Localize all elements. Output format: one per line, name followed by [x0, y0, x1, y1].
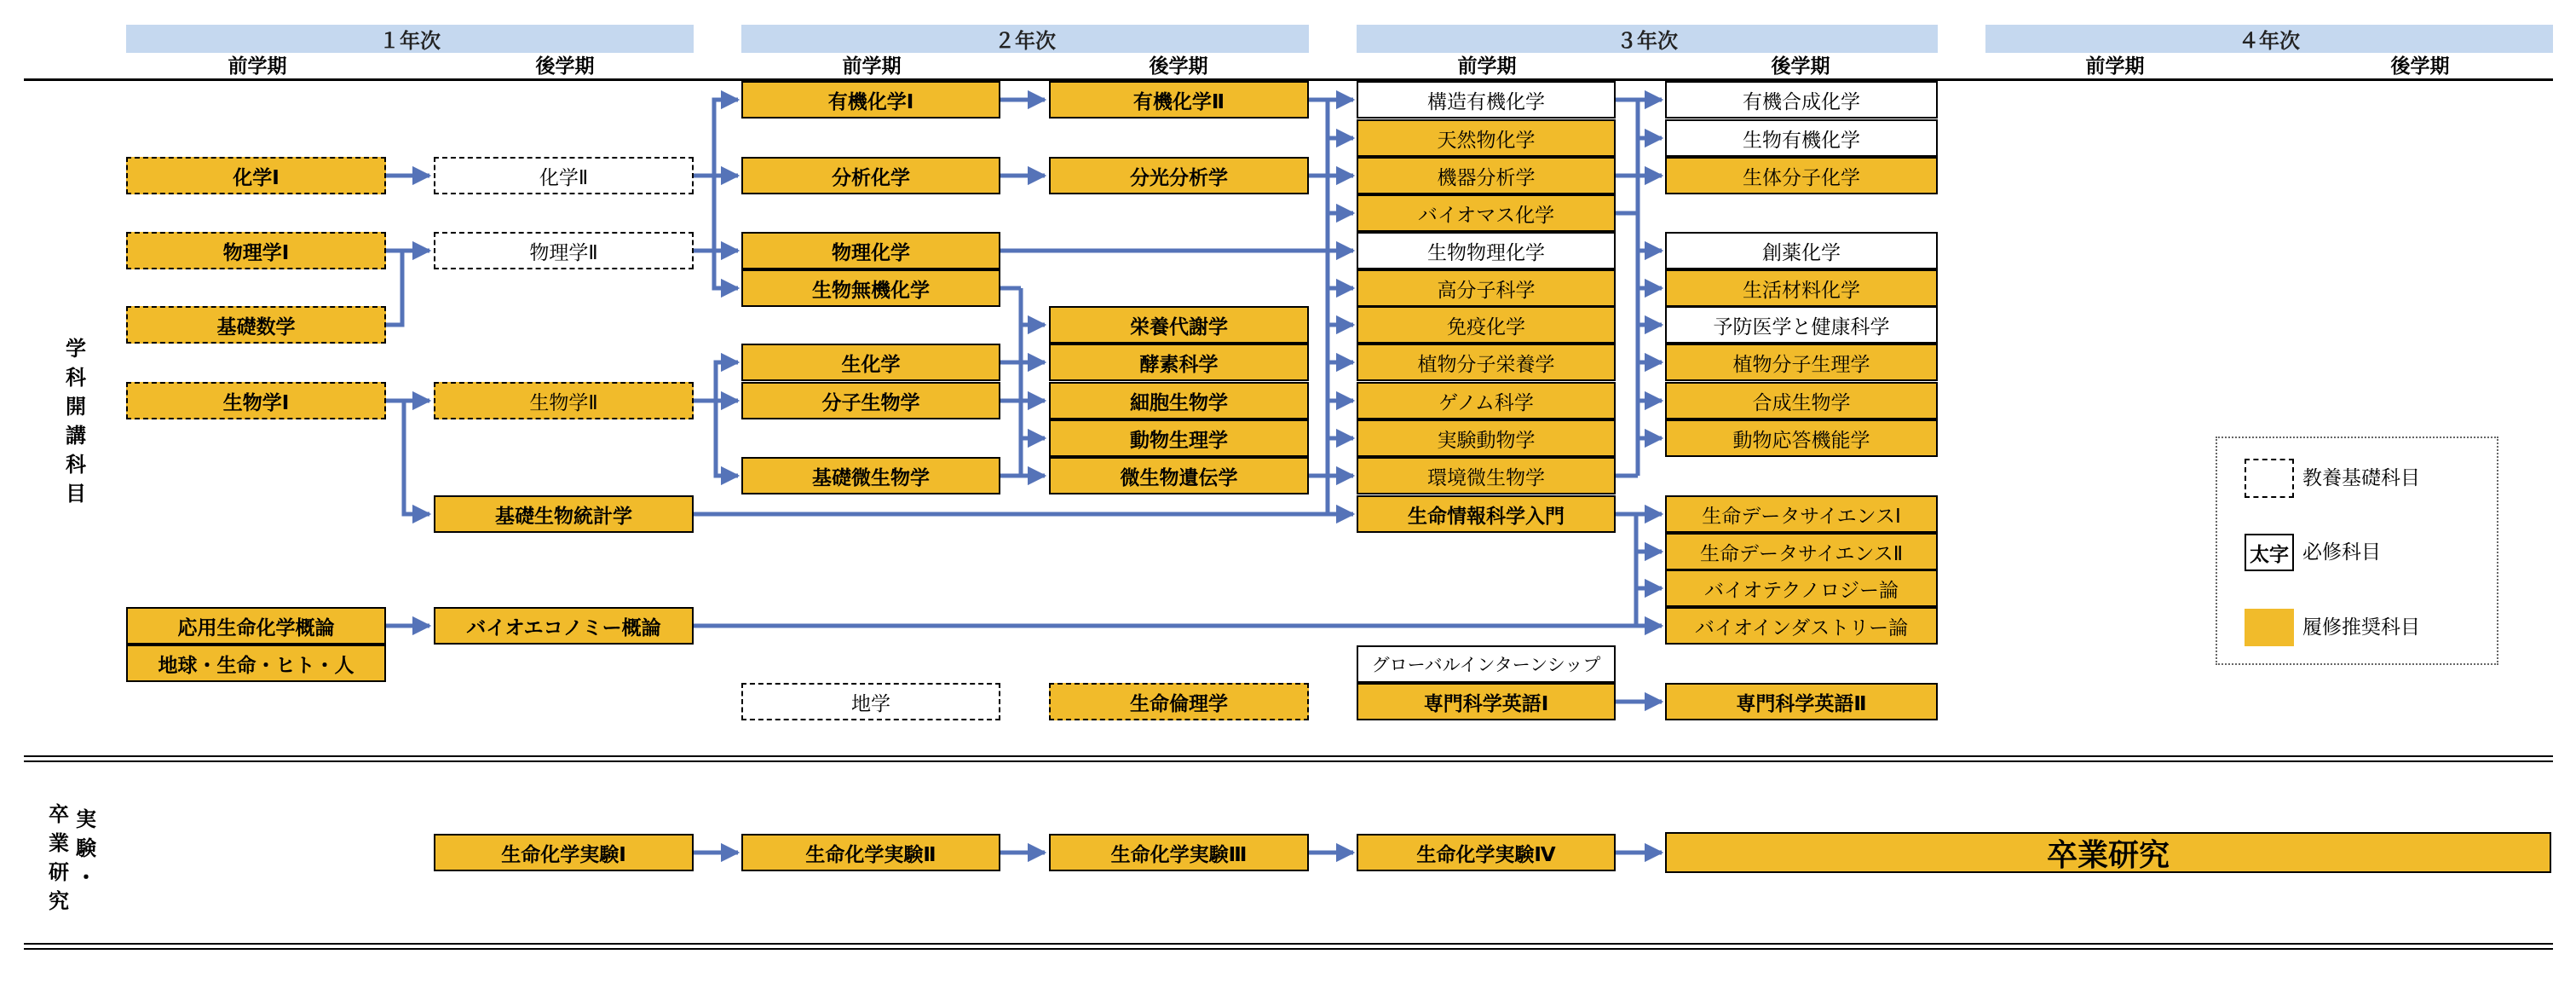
term-y4-first: 前学期: [2085, 55, 2145, 78]
legend-swatch-hisshu: 太字: [2245, 534, 2294, 571]
course-eiyou[interactable]: 栄養代謝学: [1049, 306, 1309, 344]
course-global[interactable]: グローバルインターンシップ: [1357, 645, 1616, 683]
term-y1-second: 後学期: [535, 55, 595, 78]
course-exp4[interactable]: 生命化学実験Ⅳ: [1357, 834, 1616, 871]
term-y3-second: 後学期: [1771, 55, 1830, 78]
course-bioeco[interactable]: バイオエコノミー概論: [434, 607, 694, 645]
course-eigo2[interactable]: 専門科学英語Ⅱ: [1665, 683, 1938, 720]
course-shokubutsuseiri[interactable]: 植物分子生理学: [1665, 344, 1938, 381]
course-biseibutsuiden[interactable]: 微生物遺伝学: [1049, 457, 1309, 494]
course-seikagaku[interactable]: 生化学: [741, 344, 1000, 381]
year-1-label: １年次: [379, 29, 441, 53]
section-label-courses-text: 学 科 開 講 科 目: [66, 337, 86, 506]
course-saibou[interactable]: 細胞生物学: [1049, 382, 1309, 419]
course-doubutsu[interactable]: 動物生理学: [1049, 419, 1309, 457]
course-bioindustry[interactable]: バイオインダストリー論: [1665, 607, 1938, 645]
term-y2-first: 前学期: [842, 55, 902, 78]
course-seibutsuyuki[interactable]: 生物有機化学: [1665, 119, 1938, 157]
course-kisosugaku[interactable]: 基礎数学: [126, 306, 386, 344]
term-y1-first: 前学期: [228, 55, 287, 78]
course-bunseki[interactable]: 分析化学: [741, 157, 1000, 194]
course-kisobiseibutsu[interactable]: 基礎微生物学: [741, 457, 1000, 494]
course-exp2[interactable]: 生命化学実験Ⅱ: [741, 834, 1000, 871]
course-seikatsu[interactable]: 生活材料化学: [1665, 269, 1938, 307]
arrow-seibutsu2-seikagaku: [694, 362, 738, 401]
course-jouhou[interactable]: 生命情報科学入門: [1357, 495, 1616, 533]
course-yuki1[interactable]: 有機化学Ⅰ: [741, 81, 1000, 119]
legend-label-hisshu: 必修科目: [2302, 541, 2381, 564]
arrow-seibutsu1-toukei: [404, 401, 429, 514]
course-jikkendoubutsu[interactable]: 実験動物学: [1357, 419, 1616, 457]
course-souyaku[interactable]: 創薬化学: [1665, 232, 1938, 269]
course-kouzou[interactable]: 構造有機化学: [1357, 81, 1616, 119]
course-seibutsubutsuri[interactable]: 生物物理化学: [1357, 232, 1616, 269]
course-kiki[interactable]: 機器分析学: [1357, 157, 1616, 194]
legend-swatch-suishou: [2245, 609, 2294, 646]
course-yukigousei[interactable]: 有機合成化学: [1665, 81, 1938, 119]
course-kagaku2[interactable]: 化学Ⅱ: [434, 157, 694, 194]
arrow-hub-mukikagaku: [714, 176, 738, 288]
legend-label-suishou: 履修推奨科目: [2302, 616, 2420, 639]
course-rinri[interactable]: 生命倫理学: [1049, 683, 1309, 720]
section-label-experiments-text: 実 験 ・: [76, 807, 96, 889]
course-chikyu[interactable]: 地球・生命・ヒト・人: [126, 645, 386, 682]
course-gousei[interactable]: 合成生物学: [1665, 382, 1938, 419]
course-koubunshi[interactable]: 高分子科学: [1357, 269, 1616, 307]
course-shokubutsueiyou[interactable]: 植物分子栄養学: [1357, 344, 1616, 381]
course-exp1[interactable]: 生命化学実験Ⅰ: [434, 834, 694, 871]
term-y4-second: 後学期: [2390, 55, 2450, 78]
year-4-label: ４年次: [2239, 29, 2300, 53]
course-bunkou[interactable]: 分光分析学: [1049, 157, 1309, 194]
course-butsuri1[interactable]: 物理学Ⅰ: [126, 232, 386, 269]
course-yuki2[interactable]: 有機化学Ⅱ: [1049, 81, 1309, 119]
legend: [2216, 437, 2498, 665]
term-y2-second: 後学期: [1149, 55, 1208, 78]
course-genome[interactable]: ゲノム科学: [1357, 382, 1616, 419]
course-yobou[interactable]: 予防医学と健康科学: [1665, 306, 1938, 344]
course-mukikagaku[interactable]: 生物無機化学: [741, 269, 1000, 307]
course-kouso[interactable]: 酵素科学: [1049, 344, 1309, 381]
course-seitai[interactable]: 生体分子化学: [1665, 157, 1938, 194]
course-biotech[interactable]: バイオテクノロジー論: [1665, 570, 1938, 607]
course-kagaku1[interactable]: 化学Ⅰ: [126, 157, 386, 194]
course-butsuri2[interactable]: 物理学Ⅱ: [434, 232, 694, 269]
course-bunshi[interactable]: 分子生物学: [741, 382, 1000, 419]
year-3-label: ３年次: [1616, 29, 1678, 53]
arrow-kisosugaku-merge: [386, 251, 402, 325]
course-exp3[interactable]: 生命化学実験Ⅲ: [1049, 834, 1309, 871]
course-kankyou[interactable]: 環境微生物学: [1357, 457, 1616, 494]
course-ds2[interactable]: 生命データサイエンスⅡ: [1665, 533, 1938, 570]
legend-label-kyouyou: 教養基礎科目: [2302, 467, 2420, 489]
arrow-seibutsu2-kisobiseibutsu: [716, 401, 738, 476]
course-seibutsu2[interactable]: 生物学Ⅱ: [434, 382, 694, 419]
course-sotsuken[interactable]: 卒業研究: [1665, 832, 2551, 873]
course-ouyou[interactable]: 応用生命化学概論: [126, 607, 386, 645]
course-doubutsuoutou[interactable]: 動物応答機能学: [1665, 419, 1938, 457]
course-biomass[interactable]: バイオマス化学: [1357, 194, 1616, 232]
course-chigaku[interactable]: 地学: [741, 683, 1000, 720]
course-seibutsu1[interactable]: 生物学Ⅰ: [126, 382, 386, 419]
course-kisotoukei[interactable]: 基礎生物統計学: [434, 495, 694, 533]
course-ds1[interactable]: 生命データサイエンスⅠ: [1665, 495, 1938, 533]
year-2-label: ２年次: [994, 29, 1056, 53]
legend-swatch-kyouyou: [2245, 459, 2294, 498]
course-meneki[interactable]: 免疫化学: [1357, 306, 1616, 344]
course-tennen[interactable]: 天然物化学: [1357, 119, 1616, 157]
course-butsurikagaku[interactable]: 物理化学: [741, 232, 1000, 269]
section-label-research-text: 卒 業 研 究: [49, 802, 69, 913]
course-eigo1[interactable]: 専門科学英語Ⅰ: [1357, 683, 1616, 720]
arrow-kagaku2-yuki1: [694, 100, 738, 176]
term-y3-first: 前学期: [1457, 55, 1517, 78]
